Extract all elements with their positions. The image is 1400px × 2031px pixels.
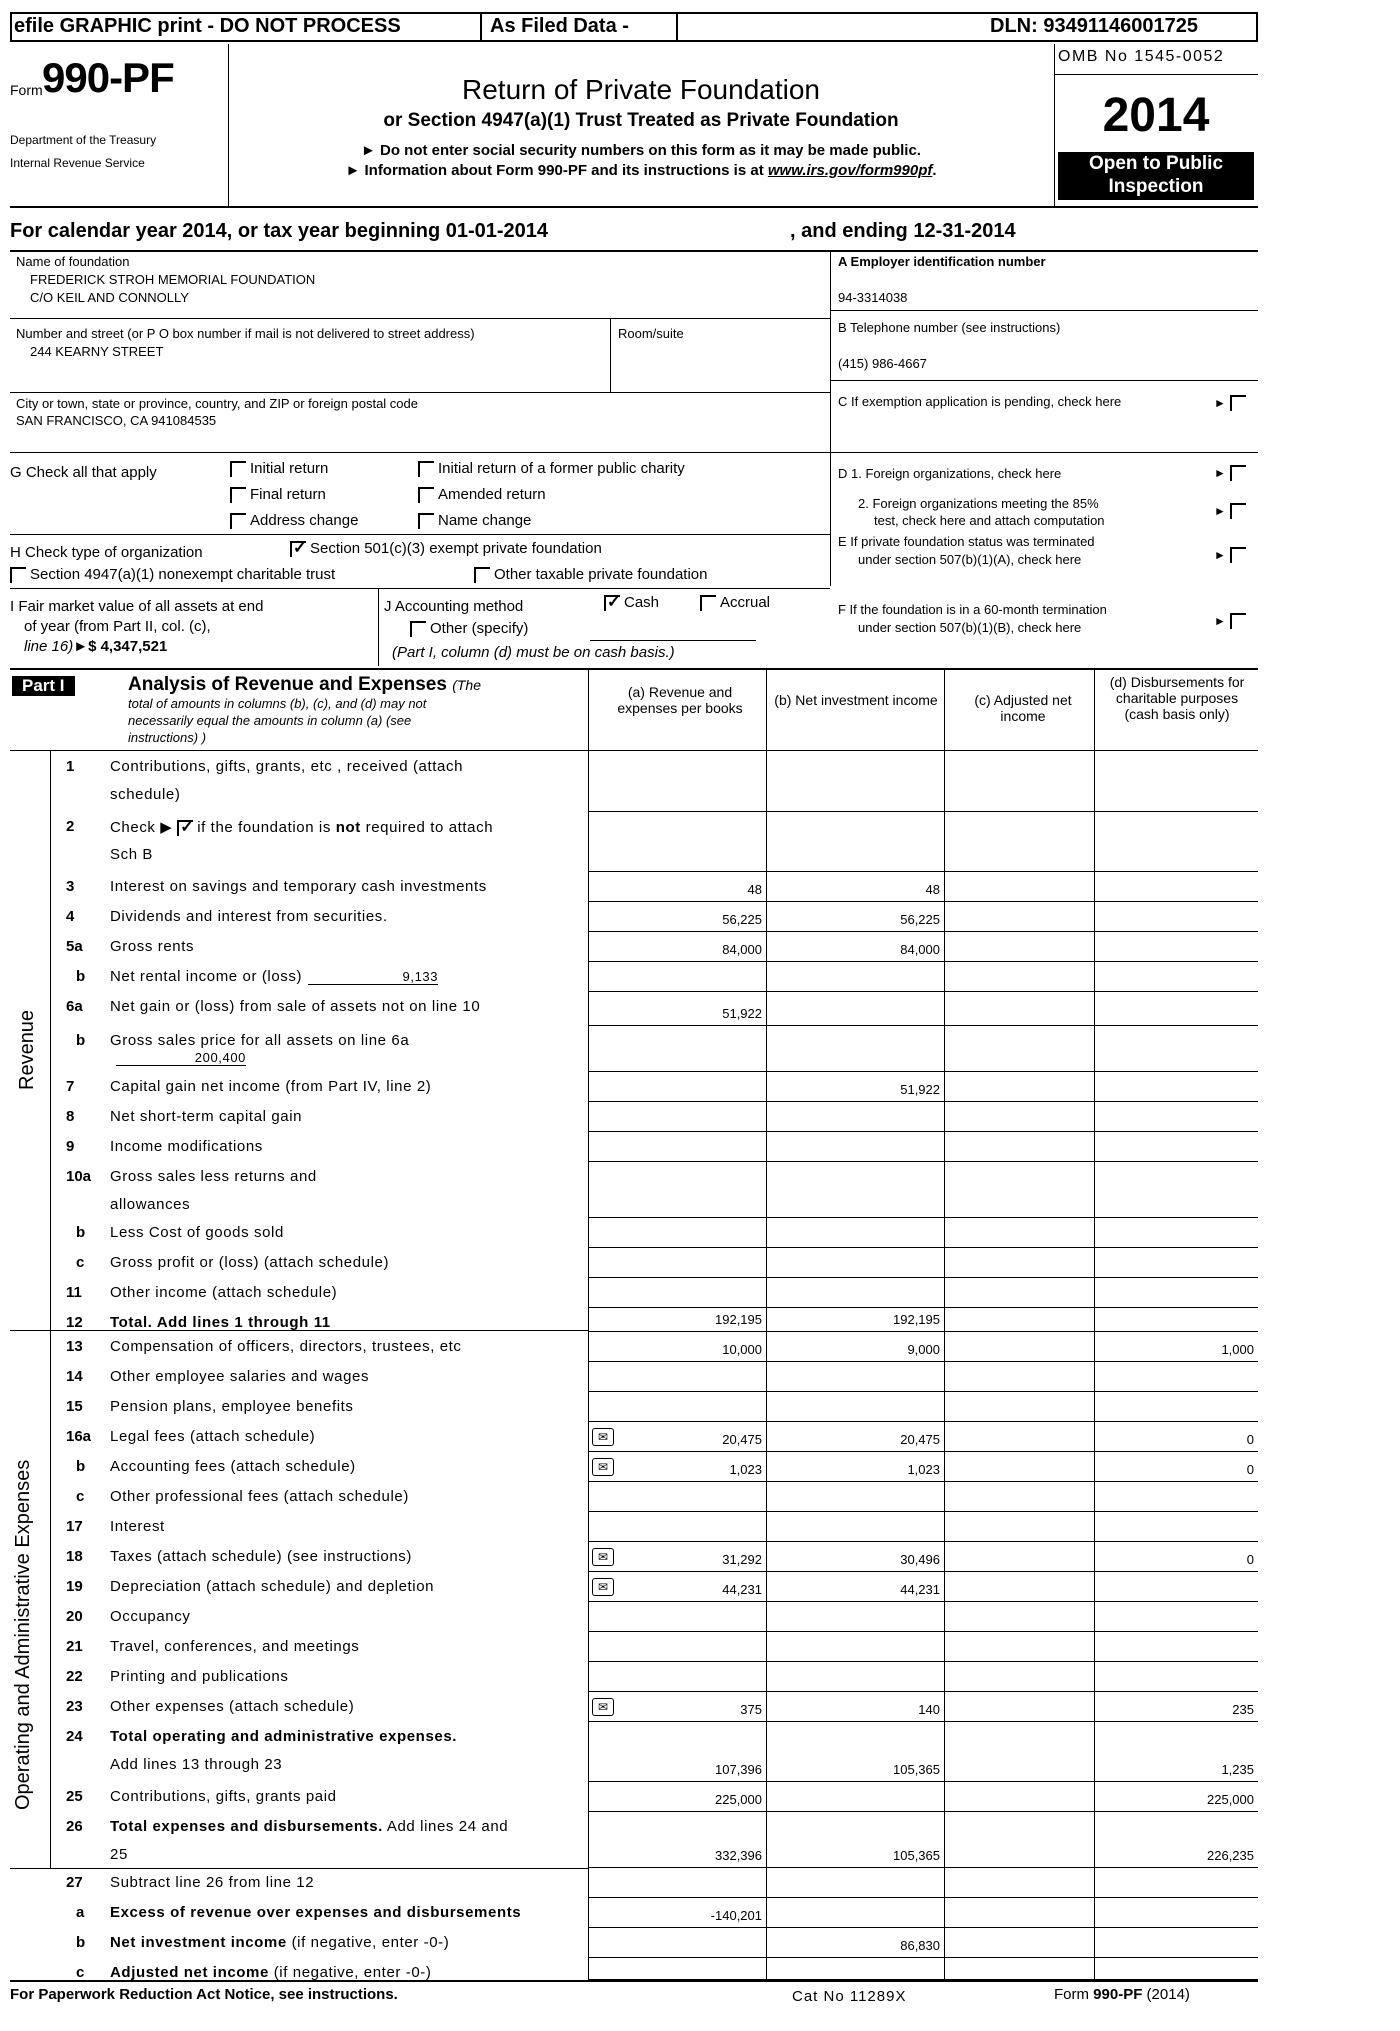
line-description: Compensation of officers, directors, trustees, etc [110,1338,462,1355]
row-divider [588,961,1258,962]
fmv-value: $ 4,347,521 [88,638,168,655]
row-divider [588,1331,1258,1332]
line-number: 26 [66,1818,83,1835]
value-col-a: 192,195 [715,1312,762,1327]
value-col-a: 225,000 [715,1792,762,1807]
terminated-b-checkbox[interactable]: ► [1214,612,1250,630]
part-i-tag: Part I [12,676,75,696]
line-description: Legal fees (attach schedule) [110,1428,316,1445]
line-number: 11 [66,1284,82,1301]
line-description-cont: allowances [110,1196,191,1213]
line-description: Other professional fees (attach schedule) [110,1488,409,1505]
line-description-cont: schedule) [110,786,181,803]
street-address: 244 KEARNY STREET [30,344,164,359]
info-note: ► Information about Form 990-PF and its instructions is at www.irs.gov/form990pf. [345,162,937,179]
value-col-b: 140 [918,1702,940,1717]
line-number: 3 [66,878,75,895]
ein-value: 94-3314038 [838,290,908,305]
row-divider [588,1571,1258,1572]
tax-year: 2014 [1102,89,1210,142]
address-change-checkbox[interactable]: Address change [230,512,358,529]
line-description: Total operating and administrative expenses. [110,1728,458,1745]
paperwork-notice: For Paperwork Reduction Act Notice, see instructions. [10,1986,398,2003]
foreign-org-checkbox[interactable]: ► [1214,464,1250,482]
final-return-checkbox[interactable]: Final return [230,486,326,503]
footer-form: Form 990-PF (2014) [1054,1986,1190,2003]
exemption-pending-checkbox[interactable]: ► [1214,394,1250,412]
section-g-label: G Check all that apply [10,464,157,481]
row-divider [588,1277,1258,1278]
value-col-b: 192,195 [893,1312,940,1327]
name-change-checkbox[interactable]: Name change [418,512,531,529]
row-divider [588,1511,1258,1512]
line-number: 10a [66,1168,92,1185]
value-col-a: 20,475 [722,1432,762,1447]
row-divider [588,1781,1258,1782]
sch-b-checkbox[interactable] [177,820,193,836]
expenses-side-label: Operating and Administrative Expenses [12,1459,34,1810]
other-taxable-checkbox[interactable]: Other taxable private foundation [474,566,707,583]
phone-value: (415) 986-4667 [838,356,927,371]
cash-basis-note: (Part I, column (d) must be on cash basis.) [392,644,675,661]
form-number: 990-PF [42,54,174,101]
line-number: 12 [66,1314,83,1331]
form-subtitle: or Section 4947(a)(1) Trust Treated as Private Foundation [383,110,899,131]
row-divider [588,1071,1258,1072]
line-description: Capital gain net income (from Part IV, line 2) [110,1078,432,1095]
value-col-d: 225,000 [1207,1792,1254,1807]
line-description: Other employee salaries and wages [110,1368,370,1385]
line-number: b [76,1458,86,1475]
value-col-d: 0 [1246,1552,1254,1567]
value-col-b: 1,023 [907,1462,940,1477]
value-col-b: 20,475 [900,1432,940,1447]
value-col-d: 0 [1246,1462,1254,1477]
line-number: 15 [66,1398,83,1415]
value-col-a: 56,225 [722,912,762,927]
line-number: 2 [66,818,75,835]
terminated-b-label-2: under section 507(b)(1)(B), check here [858,620,1082,635]
line-description: Depreciation (attach schedule) and depletion [110,1578,435,1595]
value-col-b: 9,000 [907,1342,940,1357]
value-col-a: 44,231 [722,1582,762,1597]
row-divider [588,1451,1258,1452]
inline-amount: 9,133 [308,969,438,985]
line-number: 22 [66,1668,83,1685]
line-description: Gross sales price for all assets on line 6a 200,400 [110,1032,410,1065]
line-number: 14 [66,1368,83,1385]
line-description: Check ▶ ✓if the foundation is not required to attach [110,818,493,836]
row-divider [588,1541,1258,1542]
open-to-public-badge: Open to Public Inspection [1058,152,1254,200]
row-divider [588,1897,1258,1898]
line-number: 6a [66,998,83,1015]
city-label: City or town, state or province, country, and ZIP or foreign postal code [16,396,418,411]
form-title: Return of Private Foundation [462,74,820,105]
line-number: 8 [66,1108,75,1125]
line-number: 18 [66,1548,83,1565]
line-number: 20 [66,1608,83,1625]
line-number: 16a [66,1428,92,1445]
col-d-header: (d) Disbursements for charitable purposes (cash basis only) [1109,674,1245,722]
line-number: 5a [66,938,83,955]
line-description: Accounting fees (attach schedule) [110,1458,356,1475]
line-description: Excess of revenue over expenses and disbursements [110,1904,522,1921]
line-description: Contributions, gifts, grants, etc , received (attach [110,758,464,775]
terminated-a-label-2: under section 507(b)(1)(A), check here [858,552,1082,567]
row-divider [588,1217,1258,1218]
row-divider [588,1391,1258,1392]
row-divider [588,1867,1258,1868]
section-h-label: H Check type of organization [10,544,203,561]
value-col-b: 44,231 [900,1582,940,1597]
row-divider [588,1811,1258,1812]
value-col-b: 30,496 [900,1552,940,1567]
value-col-a: 48 [747,882,762,897]
value-col-b: 84,000 [900,942,940,957]
value-col-b: 105,365 [893,1848,940,1863]
col-b-header: (b) Net investment income [774,692,938,708]
row-divider [588,901,1258,902]
line-description: Other expenses (attach schedule) [110,1698,355,1715]
value-col-a: 375 [740,1702,762,1717]
line-description: Less Cost of goods sold [110,1224,284,1241]
foreign-85-label-2: test, check here and attach computation [874,513,1105,528]
exemption-pending-label: C If exemption application is pending, check here [838,394,1122,409]
fmv-label-1: I Fair market value of all assets at end [10,598,264,615]
value-col-d: 1,000 [1221,1342,1254,1357]
line-number: 23 [66,1698,83,1715]
line-number: a [76,1904,85,1921]
line-description: Dividends and interest from securities. [110,908,388,925]
city-state-zip: SAN FRANCISCO, CA 941084535 [16,413,217,428]
row-divider [588,1247,1258,1248]
value-col-a: 51,922 [722,1006,762,1021]
line-description: Interest on savings and temporary cash investments [110,878,487,895]
line-description: Net rental income or (loss) 9,133 [110,968,439,985]
value-col-b: 56,225 [900,912,940,927]
terminated-a-label-1: E If private foundation status was terminated [838,534,1095,549]
attachment-icon[interactable]: ✉ [592,1578,614,1596]
line-number: 24 [66,1728,83,1745]
street-label: Number and street (or P O box number if mail is not delivered to street address) [16,326,475,341]
fmv-label-2: of year (from Part II, col. (c), [24,618,211,635]
line-number: 9 [66,1138,75,1155]
room-suite-label: Room/suite [618,326,684,341]
accounting-method-label: J Accounting method [384,598,524,615]
attachment-icon[interactable]: ✉ [592,1428,614,1446]
filed-label: As Filed Data - [490,15,629,37]
line-number: 21 [66,1638,83,1655]
efile-label: efile GRAPHIC print - DO NOT PROCESS [14,15,401,37]
form-prefix: Form [10,82,43,98]
line-number: c [76,1254,85,1271]
part-i-desc-3: instructions) ) [128,730,207,745]
line-description: Income modifications [110,1138,263,1155]
value-col-b: 48 [925,882,940,897]
row-divider [588,991,1258,992]
attachment-icon[interactable]: ✉ [592,1698,614,1716]
fmv-label-3: line 16)►$ 4,347,521 [24,638,168,655]
line-description: Net short-term capital gain [110,1108,303,1125]
value-col-a: 332,396 [715,1848,762,1863]
line-description: Interest [110,1518,165,1535]
col-a-header: (a) Revenue and expenses per books [617,684,743,716]
dept-line-1: Department of the Treasury [10,133,157,147]
line-description: Gross profit or (loss) (attach schedule) [110,1254,390,1271]
line-number: 13 [66,1338,83,1355]
section-4947-checkbox[interactable]: Section 4947(a)(1) nonexempt charitable trust [10,566,335,583]
row-divider [588,1721,1258,1722]
line-number: b [76,968,86,985]
value-col-a: -140,201 [710,1908,762,1923]
value-col-d: 226,235 [1207,1848,1254,1863]
other-method-checkbox[interactable]: Other (specify) [410,620,528,637]
row-divider [588,871,1258,872]
line-description: Adjusted net income (if negative, enter -0-) [110,1964,432,1981]
value-col-a: 10,000 [722,1342,762,1357]
foreign-org-label: D 1. Foreign organizations, check here [838,466,1062,481]
irs-link[interactable]: www.irs.gov/form990pf [767,162,933,179]
line-description-cont: Sch B [110,846,154,863]
line-number: 19 [66,1578,83,1595]
line-number: 4 [66,908,75,925]
value-col-b: 86,830 [900,1938,940,1953]
line-number: 25 [66,1788,83,1805]
part-i-title: Analysis of Revenue and Expenses (The [128,674,481,695]
row-divider [588,1481,1258,1482]
row-divider [588,1161,1258,1162]
row-divider [588,1421,1258,1422]
attachment-icon[interactable]: ✉ [592,1458,614,1476]
line-description: Gross sales less returns and [110,1168,317,1185]
terminated-a-checkbox[interactable]: ► [1214,546,1250,564]
row-divider [588,811,1258,812]
dept-line-2: Internal Revenue Service [10,156,145,170]
line-number: b [76,1032,86,1049]
calendar-ending: , and ending 12-31-2014 [790,220,1016,242]
part-i-desc-2: necessarily equal the amounts in column (a) (see [128,713,412,728]
row-divider [588,1307,1258,1308]
value-col-b: 105,365 [893,1762,940,1777]
value-col-b: 51,922 [900,1082,940,1097]
accrual-checkbox[interactable]: Accrual [700,594,770,611]
line-description: Occupancy [110,1608,191,1625]
section-501c3-checkbox[interactable]: ✓ Section 501(c)(3) exempt private foundation [290,540,602,557]
line-description: Net investment income (if negative, enter -0-) [110,1934,450,1951]
value-col-d: 1,235 [1221,1762,1254,1777]
value-col-a: 84,000 [722,942,762,957]
line-number: 1 [66,758,75,775]
line-description: Taxes (attach schedule) (see instructions) [110,1548,412,1565]
line-description: Total. Add lines 1 through 11 [110,1314,331,1331]
row-divider [588,1927,1258,1928]
phone-label: B Telephone number (see instructions) [838,320,1061,335]
name-label: Name of foundation [16,254,130,269]
calendar-year-line: For calendar year 2014, or tax year beginning 01-01-2014 [10,220,549,242]
line-description-cont: 25 [110,1846,128,1863]
terminated-b-label-1: F If the foundation is in a 60-month termination [838,602,1107,617]
value-col-d: 0 [1246,1432,1254,1447]
value-col-a: 107,396 [715,1762,762,1777]
value-col-d: 235 [1232,1702,1254,1717]
initial-return-former-checkbox[interactable]: Initial return of a former public charity [418,460,685,477]
foundation-name: FREDERICK STROH MEMORIAL FOUNDATION [30,272,316,287]
row-divider [588,1601,1258,1602]
row-divider [588,1131,1258,1132]
row-divider [588,1957,1258,1958]
ein-label: A Employer identification number [838,254,1046,269]
line-number: b [76,1224,86,1241]
cash-checkbox[interactable]: ✓ Cash [604,594,659,611]
line-description: Contributions, gifts, grants paid [110,1788,337,1805]
row-divider [588,1691,1258,1692]
line-number: 17 [66,1518,83,1535]
row-divider [588,931,1258,932]
line-number: c [76,1964,85,1981]
foreign-85-checkbox[interactable]: ► [1214,502,1250,520]
line-description: Gross rents [110,938,195,955]
foreign-85-label-1: 2. Foreign organizations meeting the 85% [858,496,1099,511]
initial-return-checkbox[interactable]: Initial return [230,460,328,477]
col-c-header: (c) Adjusted net income [974,692,1072,724]
line-description: Subtract line 26 from line 12 [110,1874,315,1891]
line-description: Net gain or (loss) from sale of assets not on line 10 [110,998,481,1015]
row-divider [588,1101,1258,1102]
amended-return-checkbox[interactable]: Amended return [418,486,546,503]
line-description: Total expenses and disbursements. Add lines 24 and [110,1818,509,1835]
line-description: Printing and publications [110,1668,289,1685]
row-divider [588,1361,1258,1362]
value-col-a: 31,292 [722,1552,762,1567]
part-i-desc-1: total of amounts in columns (b), (c), and (d) may not [128,696,427,711]
line-description: Travel, conferences, and meetings [110,1638,360,1655]
row-divider [588,1631,1258,1632]
line-number: b [76,1934,86,1951]
line-description: Pension plans, employee benefits [110,1398,354,1415]
line-number: 7 [66,1078,75,1095]
line-number: c [76,1488,85,1505]
inline-amount: 200,400 [116,1050,246,1066]
row-divider [588,1661,1258,1662]
foundation-care-of: C/O KEIL AND CONNOLLY [30,290,189,305]
row-divider [588,1025,1258,1026]
line-description-cont: Add lines 13 through 23 [110,1756,283,1773]
attachment-icon[interactable]: ✉ [592,1548,614,1566]
catalog-number: Cat No 11289X [792,1988,907,2005]
value-col-a: 1,023 [729,1462,762,1477]
line-description: Other income (attach schedule) [110,1284,338,1301]
ssn-note: ► Do not enter social security numbers on this form as it may be made public. [361,142,921,159]
omb-number: OMB No 1545-0052 [1058,48,1225,65]
dln-label: DLN: 93491146001725 [990,15,1198,37]
line-number: 27 [66,1874,83,1891]
revenue-side-label: Revenue [16,1009,38,1090]
